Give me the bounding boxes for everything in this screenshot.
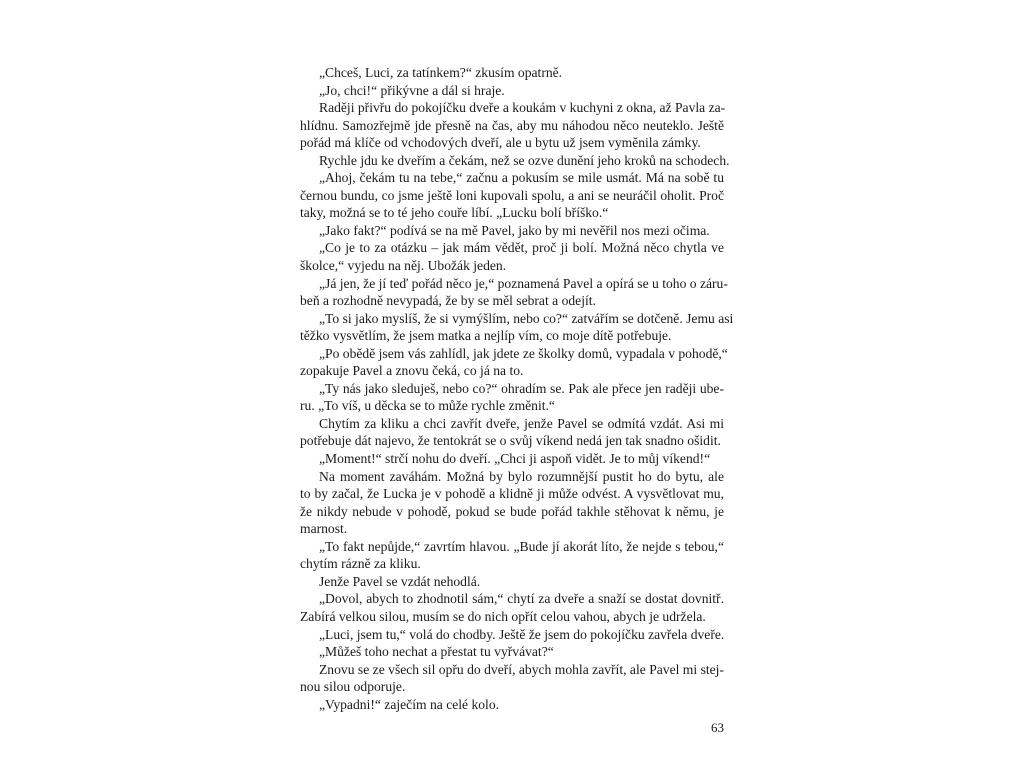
text-line: Znovu se ze všech sil opřu do dveří, abych mohla zavřít, ale Pavel mi stej- [319, 661, 724, 677]
text-line: ru. „To víš, u děcka se to může rychle změnit.“ [300, 398, 555, 414]
text-line: Jenže Pavel se vzdát nehodlá. [319, 573, 481, 589]
text-line: to by začal, že Lucka je v pohodě a klidně ji může odvést. A vysvětlovat mu, [300, 486, 724, 502]
text-line: „Luci, jsem tu,“ volá do chodby. Ještě že jsem do pokojíčku zavřela dveře. [319, 626, 725, 642]
text-line: beň a rozhodně nevypadá, že by se měl sebrat a odejít. [300, 293, 596, 309]
text-line: chytím rázně za kliku. [300, 556, 421, 572]
text-line: nou silou odporuje. [300, 679, 406, 695]
text-line: Na moment zaváhám. Možná by bylo rozumnější pustit ho do bytu, ale [319, 468, 724, 484]
text-line: „Moment!“ strčí nohu do dveří. „Chci ji aspoň vidět. Je to můj víkend!“ [319, 451, 711, 467]
text-line: že nikdy nebude v pohodě, pokud se bude pořád takhle stěhovat k němu, je [300, 503, 724, 519]
text-line: pořád má klíče od vchodových dveří, ale u bytu už jsem vyměnila zámky. [300, 135, 701, 151]
text-line: „Vypadni!“ zaječím na celé kolo. [319, 696, 500, 712]
text-line: „To fakt nepůjde,“ zavrtím hlavou. „Bude jí akorát líto, že nejde s tebou,“ [319, 538, 724, 554]
text-line: Chytím za kliku a chci zavřít dveře, jenže Pavel se odmítá vzdát. Asi mi [319, 415, 724, 431]
text-line: „Ahoj, čekám tu na tebe,“ začnu a pokusím se mile usmát. Má na sobě tu [319, 170, 724, 186]
text-line: „Chceš, Luci, za tatínkem?“ zkusím opatrně. [319, 65, 563, 80]
text-line: Rychle jdu ke dveřím a čekám, než se ozve dunění jeho kroků na schodech. [319, 152, 730, 168]
text-line: marnost. [300, 521, 348, 537]
text-line: „Můžeš toho nechat a přestat tu vyřvávat?“ [319, 644, 554, 660]
text-line: „Jako fakt?“ podívá se na mě Pavel, jako by mi nevěřil nos mezi očima. [319, 222, 710, 238]
text-line: těžko vysvětlím, že jsem matka a nejlíp vím, co moje dítě potřebuje. [300, 328, 672, 344]
text-line: „Ty nás jako sleduješ, nebo co?“ ohradím se. Pak ale přece jen raději ube- [319, 380, 724, 396]
text-line: Zabírá velkou silou, musím se do nich opřít celou vahou, abych je udržela. [300, 608, 706, 624]
page-number: 63 [711, 720, 724, 735]
text-line: potřebuje dát najevo, že tentokrát se o svůj víkend nedá jen tak snadno ošidit. [300, 433, 721, 449]
text-line: školce,“ vyjedu na něj. Ubožák jeden. [300, 258, 507, 274]
text-line: „Po obědě jsem vás zahlídl, jak jdete ze školky domů, vypadala v pohodě,“ [319, 345, 728, 361]
text-line: Raději přivřu do pokojíčku dveře a koukám v kuchyni z okna, až Pavla za- [319, 100, 726, 116]
text-line: „To si jako myslíš, že si vymýšlím, nebo co?“ zatvářím se dotčeně. Jemu asi [319, 310, 734, 326]
text-line: zopakuje Pavel a znovu čeká, co já na to. [300, 363, 524, 379]
text-line: taky, možná se to té jeho couře líbí. „Lucku bolí bříško.“ [300, 205, 609, 221]
text-line: hlídnu. Samozřejmě jde přesně na čas, aby mu náhodou něco neuteklo. Ještě [300, 117, 724, 133]
text-line: „Co je to za otázku – jak mám vědět, proč ji bolí. Možná něco chytla ve [319, 240, 724, 256]
text-line: „Dovol, abych to zhodnotil sám,“ chytí za dveře a snaží se dostat dovnitř. [319, 591, 724, 607]
text-line: „Já jen, že jí teď pořád něco je,“ poznamená Pavel a opírá se u toho o záru- [319, 275, 728, 291]
body-text [300, 64, 734, 713]
text-line: černou bundu, co jsme ještě loni kupovali spolu, a ani se neuráčil oholit. Proč [300, 187, 724, 203]
text-line: „Jo, chci!“ přikývne a dál si hraje. [319, 82, 505, 98]
